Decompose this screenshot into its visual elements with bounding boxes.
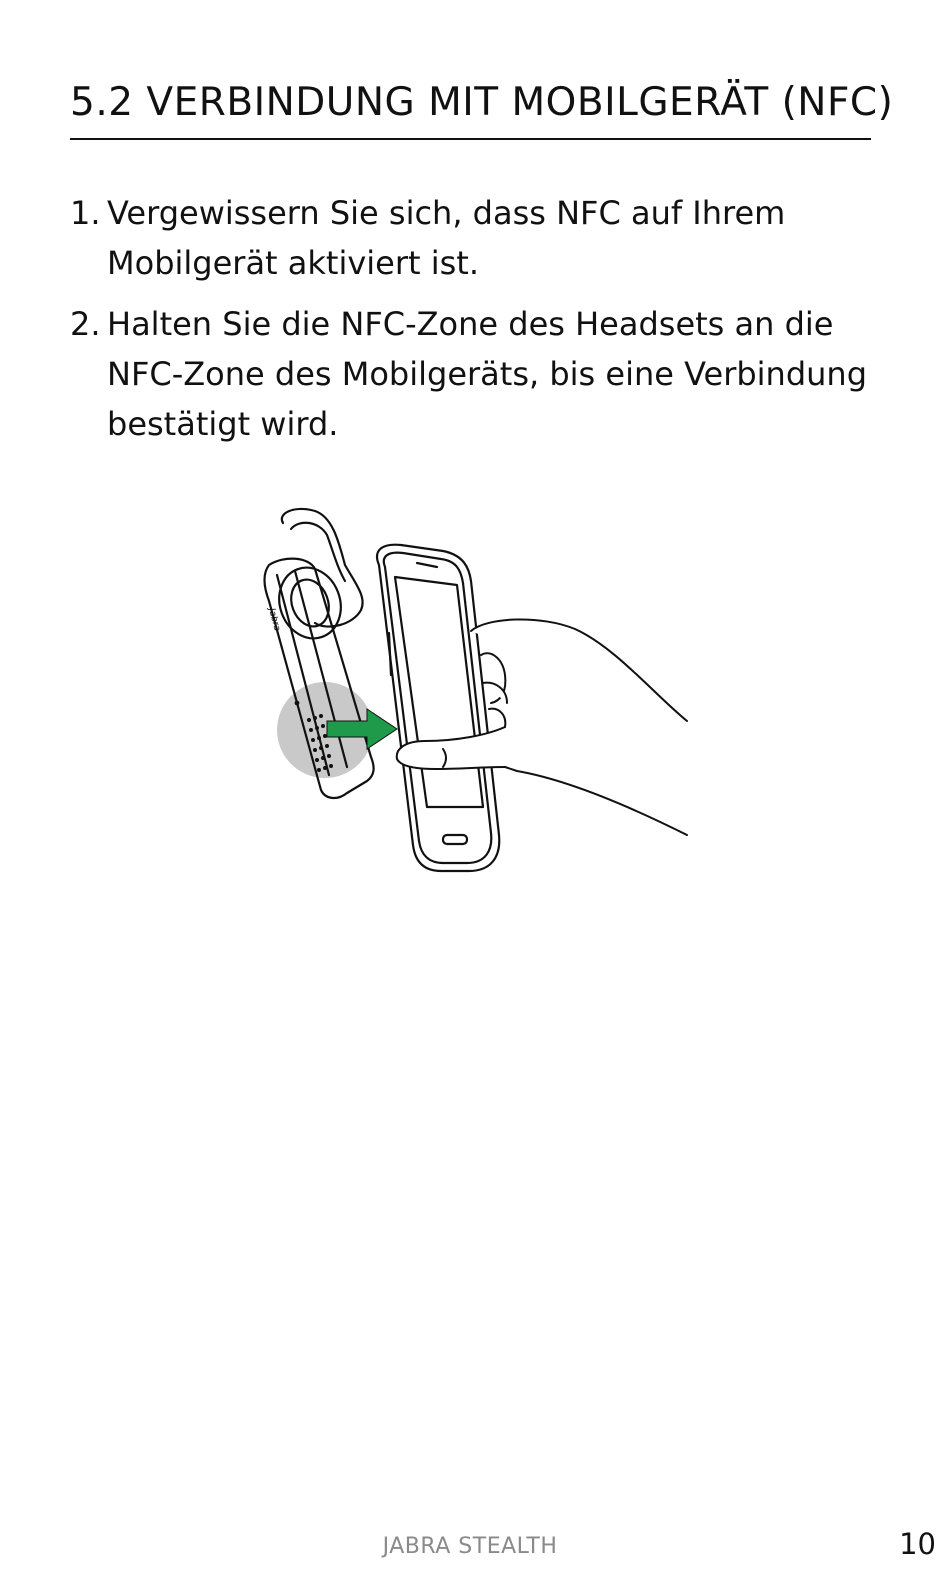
- step-text: Vergewissern Sie sich, dass NFC auf Ihrem Mobilgerät aktiviert ist.: [107, 194, 786, 282]
- section-title: 5.2 VERBINDUNG MIT MOBILGERÄT (NFC): [70, 80, 894, 125]
- hand-icon: [397, 619, 687, 835]
- nfc-pairing-illustration: [255, 505, 695, 880]
- headset-logo: Jabra: [266, 607, 282, 633]
- footer-brand: JABRA STEALTH: [382, 1534, 558, 1559]
- step-text: Halten Sie die NFC-Zone des Headsets an die NFC-Zone des Mobilgeräts, bis eine Verbindung bestätigt wird.: [107, 305, 868, 443]
- title-divider: [70, 138, 871, 140]
- step-number: 1.: [70, 194, 101, 232]
- instruction-list: [70, 188, 870, 460]
- step-item-1: [70, 188, 870, 288]
- page-number: 10: [899, 1527, 936, 1561]
- step-item-2: [70, 299, 870, 449]
- phone-icon: [377, 545, 499, 871]
- step-number: 2.: [70, 305, 101, 343]
